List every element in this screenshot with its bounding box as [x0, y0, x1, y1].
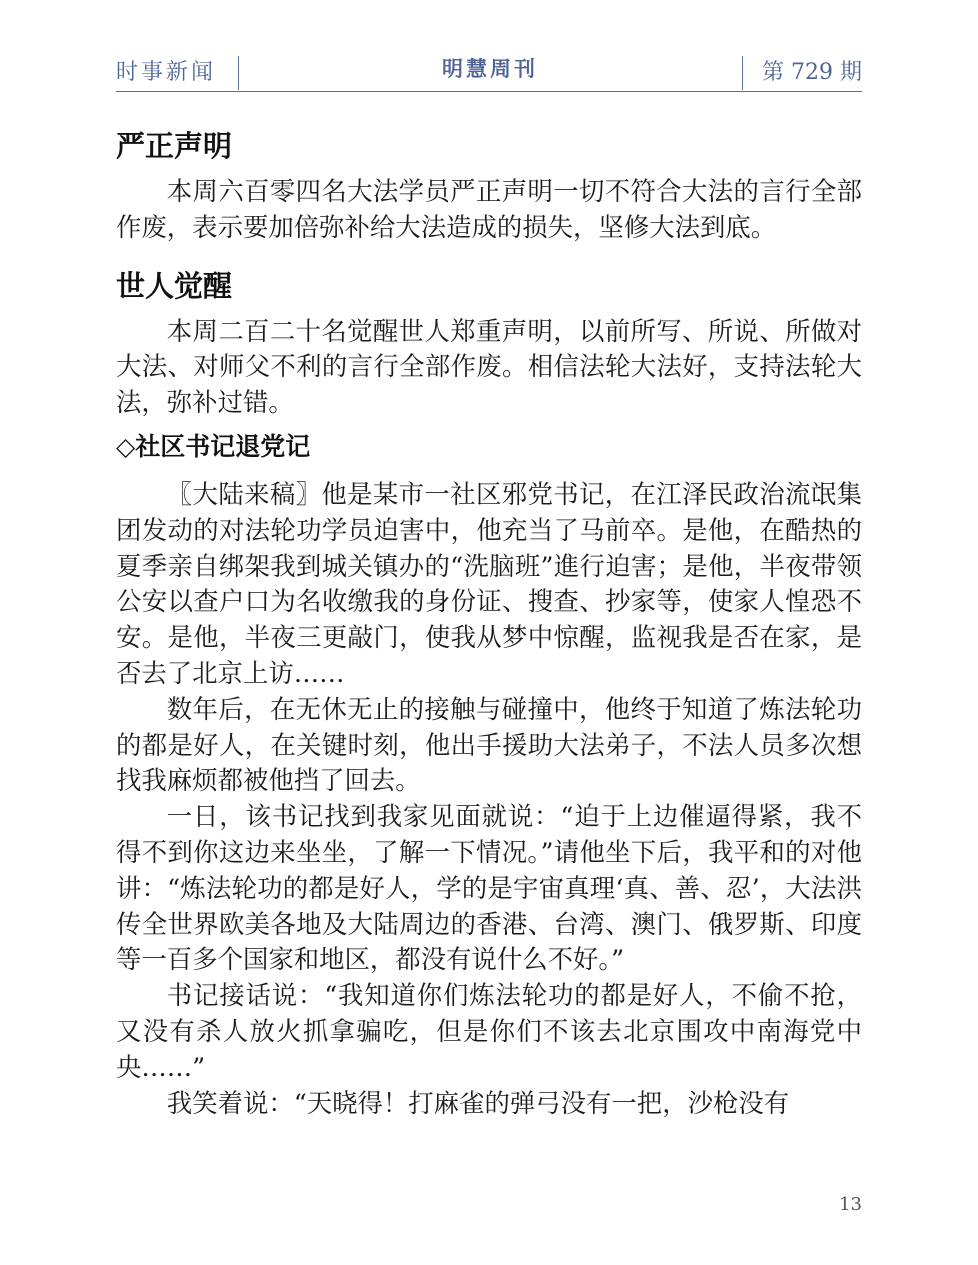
- header-publication-title: 明慧周刊: [442, 57, 538, 81]
- header-rule: [116, 91, 862, 92]
- page-number: 13: [839, 1194, 862, 1215]
- header-section-label: 时事新闻: [116, 60, 217, 85]
- page-content: [116, 126, 862, 1121]
- awakening-heading: 世人觉醒: [116, 268, 233, 303]
- article-paragraph: 一日，该书记找到我家见面就说：“迫于上边催逼得紧，我不得不到你这边来坐坐，了解一下情况。”请他坐下后，我平和的对他讲：“炼法轮功的都是好人，学的是宇宙真理‘真、善、忍’，大法洪传全世界欧美各地及大陆周边的香港、台湾、澳门、俄罗斯、印度等一百多个国家和地区，都没有说什么不好。”: [116, 801, 862, 975]
- spacer: [116, 421, 862, 429]
- statement-paragraph: 本周六百零四名大法学员严正声明一切不符合大法的言行全部作废，表示要加倍弥补给大法造成的损失，坚修大法到底。: [116, 176, 862, 242]
- header-divider-right: [742, 56, 743, 90]
- spacer: [116, 465, 862, 477]
- awakening-paragraph: 本周二百二十名觉醒世人郑重声明，以前所写、所说、所做对大法、对师父不利的言行全部作废。相信法轮大法好，支持法轮大法，弥补过错。: [116, 315, 862, 418]
- article-paragraph: 数年后，在无休无止的接触与碰撞中，他终于知道了炼法轮功的都是好人，在关键时刻，他出手援助大法弟子，不法人员多次想找我麻烦都被他挡了回去。: [116, 693, 862, 796]
- article-heading: ◇社区书记退党记: [116, 431, 311, 461]
- statement-heading: 严正声明: [116, 129, 233, 163]
- spacer: [116, 246, 862, 266]
- article-paragraph: 〖大陆来稿〗他是某市一社区邪党书记，在江泽民政治流氓集团发动的对法轮功学员迫害中，他充当了马前卒。是他，在酷热的夏季亲自绑架我到城关镇办的“洗脑班”進行迫害；是他，半夜带领公安以查户口为名收缴我的身份证、搜查、抄家等，使家人惶恐不安。是他，半夜三更敲门，使我从梦中惊醒，监视我是否在家，是否去了北京上访……: [116, 478, 862, 688]
- article-paragraph: 书记接话说：“我知道你们炼法轮功的都是好人，不偷不抢，又没有杀人放火抓拿骗吃，但是你们不该去北京围攻中南海党中央……”: [116, 980, 862, 1082]
- header-issue-number: 第 729 期: [762, 60, 862, 85]
- article-paragraph: 我笑着说：“天晓得！打麻雀的弹弓没有一把，沙枪没有: [166, 1087, 790, 1118]
